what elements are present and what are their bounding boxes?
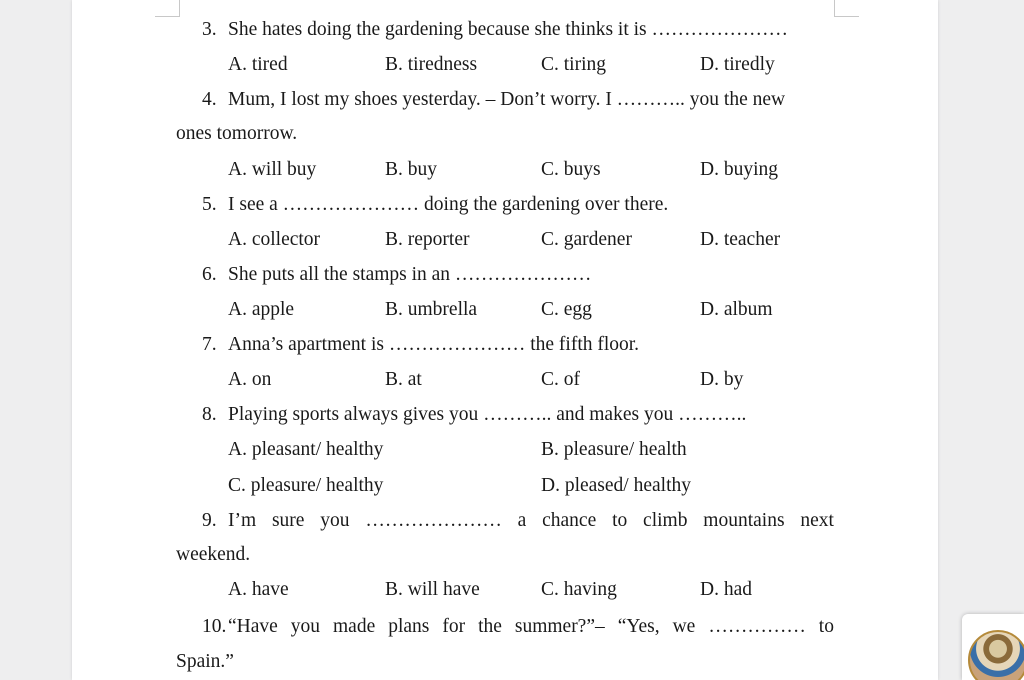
- question-10-text: [228, 615, 834, 639]
- question-3-option-c: C. tiring: [541, 54, 607, 75]
- question-7-option-c: C. of: [541, 369, 580, 390]
- question-4-text-line2: ones tomorrow.: [176, 123, 298, 144]
- question-4-option-b: B. buy: [385, 159, 438, 180]
- word: made: [333, 616, 376, 637]
- question-8-option-b: B. pleasure/ health: [541, 439, 687, 460]
- question-6-option-b: B. umbrella: [385, 299, 478, 320]
- question-4-option-d: D. buying: [700, 159, 778, 180]
- word: summer?”–: [514, 616, 605, 637]
- word: next: [800, 510, 834, 531]
- question-8-option-d: D. pleased/ healthy: [541, 475, 691, 496]
- question-10-text-line2: Spain.”: [176, 651, 234, 672]
- word: plans: [388, 616, 430, 637]
- question-7-option-d: D. by: [700, 369, 744, 390]
- word: to: [818, 616, 834, 637]
- question-7-text: Anna’s apartment is ………………… the fifth floor.: [228, 334, 640, 355]
- word: chance: [542, 510, 597, 531]
- question-5-option-d: D. teacher: [700, 229, 781, 250]
- question-5-option-a: A. collector: [228, 229, 321, 250]
- question-5-option-b: B. reporter: [385, 229, 470, 250]
- word: you: [290, 616, 321, 637]
- word: I’m: [228, 510, 257, 531]
- question-7-number: 7.: [202, 334, 217, 355]
- crop-mark-top-right: [834, 0, 859, 17]
- question-4-option-c: C. buys: [541, 159, 601, 180]
- question-8-number: 8.: [202, 404, 217, 425]
- question-10-number: 10.: [202, 616, 227, 637]
- word: we: [672, 616, 696, 637]
- question-9-text: [228, 509, 834, 533]
- question-9-option-b: B. will have: [385, 579, 480, 600]
- question-5-option-c: C. gardener: [541, 229, 632, 250]
- question-6-option-a: A. apple: [228, 299, 295, 320]
- answer-blank: ……………: [708, 616, 806, 637]
- word: climb: [643, 510, 688, 531]
- question-8-option-a: A. pleasant/ healthy: [228, 439, 384, 460]
- question-9-option-c: C. having: [541, 579, 617, 600]
- question-4-number: 4.: [202, 89, 217, 110]
- word: mountains: [703, 510, 785, 531]
- word: for: [442, 616, 466, 637]
- question-6-option-d: D. album: [700, 299, 773, 320]
- question-9-text-line2: weekend.: [176, 544, 251, 565]
- question-6-text: She puts all the stamps in an …………………: [228, 264, 592, 285]
- question-3-option-b: B. tiredness: [385, 54, 478, 75]
- word: a: [517, 510, 527, 531]
- question-8-text: Playing sports always gives you ……….. and makes you ………..: [228, 404, 747, 425]
- word: “Yes,: [617, 616, 660, 637]
- word: you: [320, 510, 350, 531]
- question-6-option-c: C. egg: [541, 299, 592, 320]
- question-7-option-a: A. on: [228, 369, 272, 390]
- question-5-text: I see a ………………… doing the gardening over there.: [228, 194, 669, 215]
- question-3-number: 3.: [202, 19, 217, 40]
- word: “Have: [228, 616, 278, 637]
- word: to: [612, 510, 628, 531]
- question-9-option-d: D. had: [700, 579, 752, 600]
- answer-blank: …………………: [365, 510, 502, 531]
- question-6-number: 6.: [202, 264, 217, 285]
- question-8-option-c: C. pleasure/ healthy: [228, 475, 384, 496]
- question-5-number: 5.: [202, 194, 217, 215]
- question-3-text: She hates doing the gardening because she thinks it is …………………: [228, 19, 788, 40]
- question-7-option-b: B. at: [385, 369, 422, 390]
- question-9-option-a: A. have: [228, 579, 289, 600]
- question-3-option-a: A. tired: [228, 54, 288, 75]
- crop-mark-top-left: [155, 0, 180, 17]
- word: the: [478, 616, 502, 637]
- floating-thumbnail[interactable]: [962, 614, 1024, 680]
- thumbnail-image: [968, 630, 1024, 680]
- word: sure: [271, 510, 305, 531]
- question-4-option-a: A. will buy: [228, 159, 317, 180]
- question-4-text: Mum, I lost my shoes yesterday. – Don’t worry. I ……….. you the new: [228, 89, 786, 110]
- question-3-option-d: D. tiredly: [700, 54, 775, 75]
- question-9-number: 9.: [202, 510, 217, 531]
